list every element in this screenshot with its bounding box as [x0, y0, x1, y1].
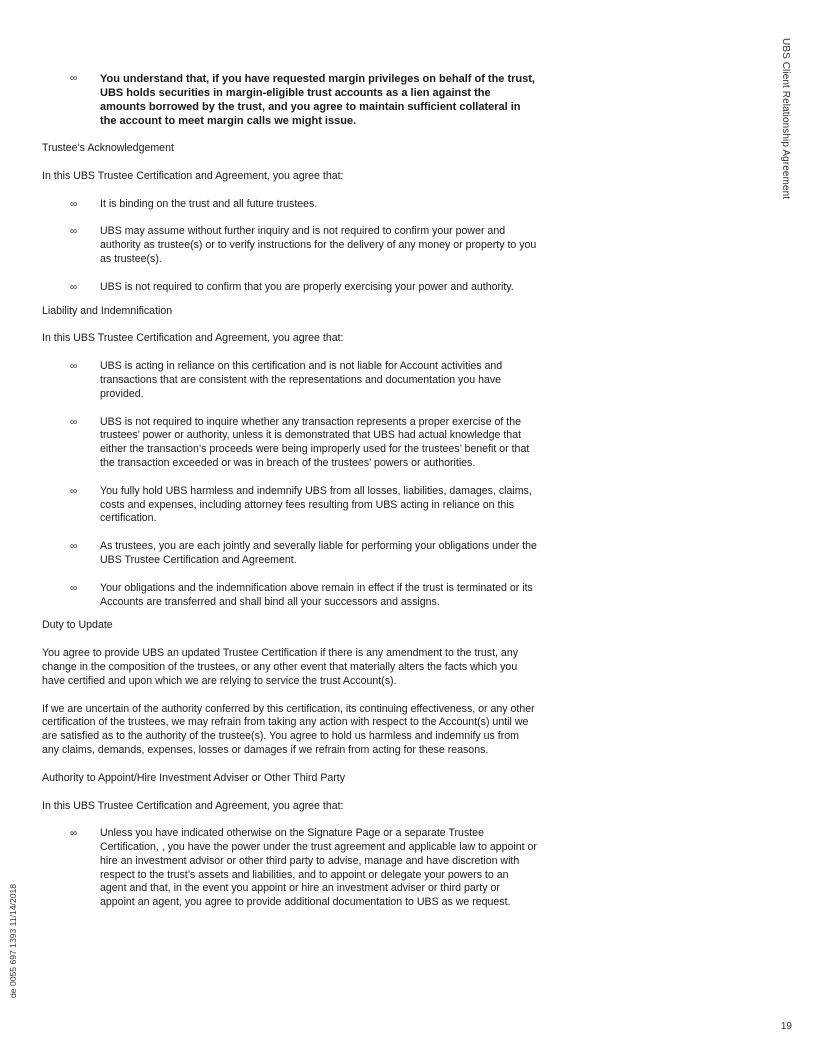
bullet-mark-icon: ∞ [70, 416, 78, 428]
bullet-mark-icon: ∞ [70, 582, 78, 594]
bullet-text: UBS is not required to inquire whether any transaction represents a proper exercise of the trustees’ power or authority, unless it is demonstrated that UBS had actual knowledge that either the transaction’s proceeds were being improperly used for the trustees’ benefit or that the transaction exceeded or was in breach of the trustees’ powers or authorities. [100, 415, 530, 469]
list-item [42, 225, 537, 266]
bullet-mark-icon: ∞ [70, 198, 78, 210]
section-intro: In this UBS Trustee Certification and Agreement, you agree that: [42, 799, 344, 812]
bullet-text: It is binding on the trust and all future trustees. [100, 197, 318, 210]
side-document-title: UBS Client Relationship Agreement [780, 38, 791, 200]
bullet-mark-icon: ∞ [70, 281, 78, 293]
list-item [42, 827, 537, 910]
bullet-text: UBS is not required to confirm that you are properly exercising your power and authority. [100, 280, 514, 293]
list-item [42, 485, 537, 526]
list-item [42, 281, 537, 295]
bullet-text: As trustees, you are each jointly and severally liable for performing your obligations under the UBS Trustee Certification and Agreement. [100, 540, 537, 566]
section-heading-authority: Authority to Appoint/Hire Investment Adviser or Other Third Party [42, 771, 346, 784]
bullet-mark-icon: ∞ [70, 485, 78, 497]
bullet-mark-icon: ∞ [70, 361, 78, 373]
paragraph: If we are uncertain of the authority conferred by this certification, its continuing effectiveness, or any other certification of the trustees, we may refrain from taking any action with respect to the Account(s) until we are satisfied as to the authority of the trustee(s). You agree to hold us harmless and indemnify us from any claims, demands, expenses, losses or damages if we refrain from acting for these reasons. [42, 702, 535, 756]
bullet-text: UBS may assume without further inquiry and is not required to confirm your power and authority as trustee(s) or to verify instructions for the delivery of any money or property to you as trustee(s). [100, 225, 537, 265]
bullet-text: Your obligations and the indemnification above remain in effect if the trust is terminated or its Accounts are transferred and shall bind all your successors and assigns. [100, 581, 533, 608]
bullet-mark-icon: ∞ [70, 226, 78, 238]
bullet-mark-icon: ∞ [70, 541, 78, 553]
section-intro: In this UBS Trustee Certification and Agreement, you agree that: [42, 169, 344, 182]
list-item [42, 540, 537, 568]
section-intro: In this UBS Trustee Certification and Agreement, you agree that: [42, 332, 344, 345]
list-item [42, 198, 537, 212]
bullet-mark-icon: ∞ [70, 828, 78, 840]
bullet-text: You fully hold UBS harmless and indemnify UBS from all losses, liabilities, damages, claims, costs and expenses, including attorney fees resulting from UBS acting in reliance on this certification. [100, 484, 532, 525]
list-item [42, 582, 537, 610]
page-number: 19 [780, 1021, 792, 1032]
section-heading-liability: Liability and Indemnification [42, 304, 173, 317]
list-item [42, 360, 537, 401]
margin-bullet [42, 72, 537, 128]
document-body [42, 72, 537, 924]
list-item [42, 416, 537, 471]
document-code: de 0055 697 1393 11/14/2018 [8, 883, 18, 998]
bullet-text: Unless you have indicated otherwise on the Signature Page or a separate Trustee Certification, , you have the power under the trust agreement and applicable law to appoint or hire an investment advisor or other third party to advise, manage and have discretion with respect to the trust’s assets and liabilities, and to appoint or delegate your powers to an agent and that, in the event you appoint or hire an investment adviser or third party or appoint an agent, you agree to provide additional documentation to UBS as we request. [100, 827, 537, 909]
bullet-text: UBS is acting in reliance on this certification and is not liable for Account activities and transactions that are consistent with the representations and documentation you have provided. [100, 360, 503, 400]
bullet-text: You understand that, if you have requested margin privileges on behalf of the trust, UBS holds securities in margin-eligible trust accounts as a lien against the amounts borrowed by the trust, and you agree to maintain sufficient collateral in the account to meet margin calls we might issue. [100, 73, 535, 127]
section-heading-duty: Duty to Update [42, 619, 113, 632]
paragraph: You agree to provide UBS an updated Trustee Certification if there is any amendment to the trust, any change in the composition of the trustees, or any other event that materially alters the facts which you have certified and upon which we are relying to service the trust Account(s). [42, 647, 519, 687]
bullet-mark-icon: ∞ [70, 73, 78, 84]
section-heading-trustee-ack: Trustee’s Acknowledgement [42, 142, 174, 154]
